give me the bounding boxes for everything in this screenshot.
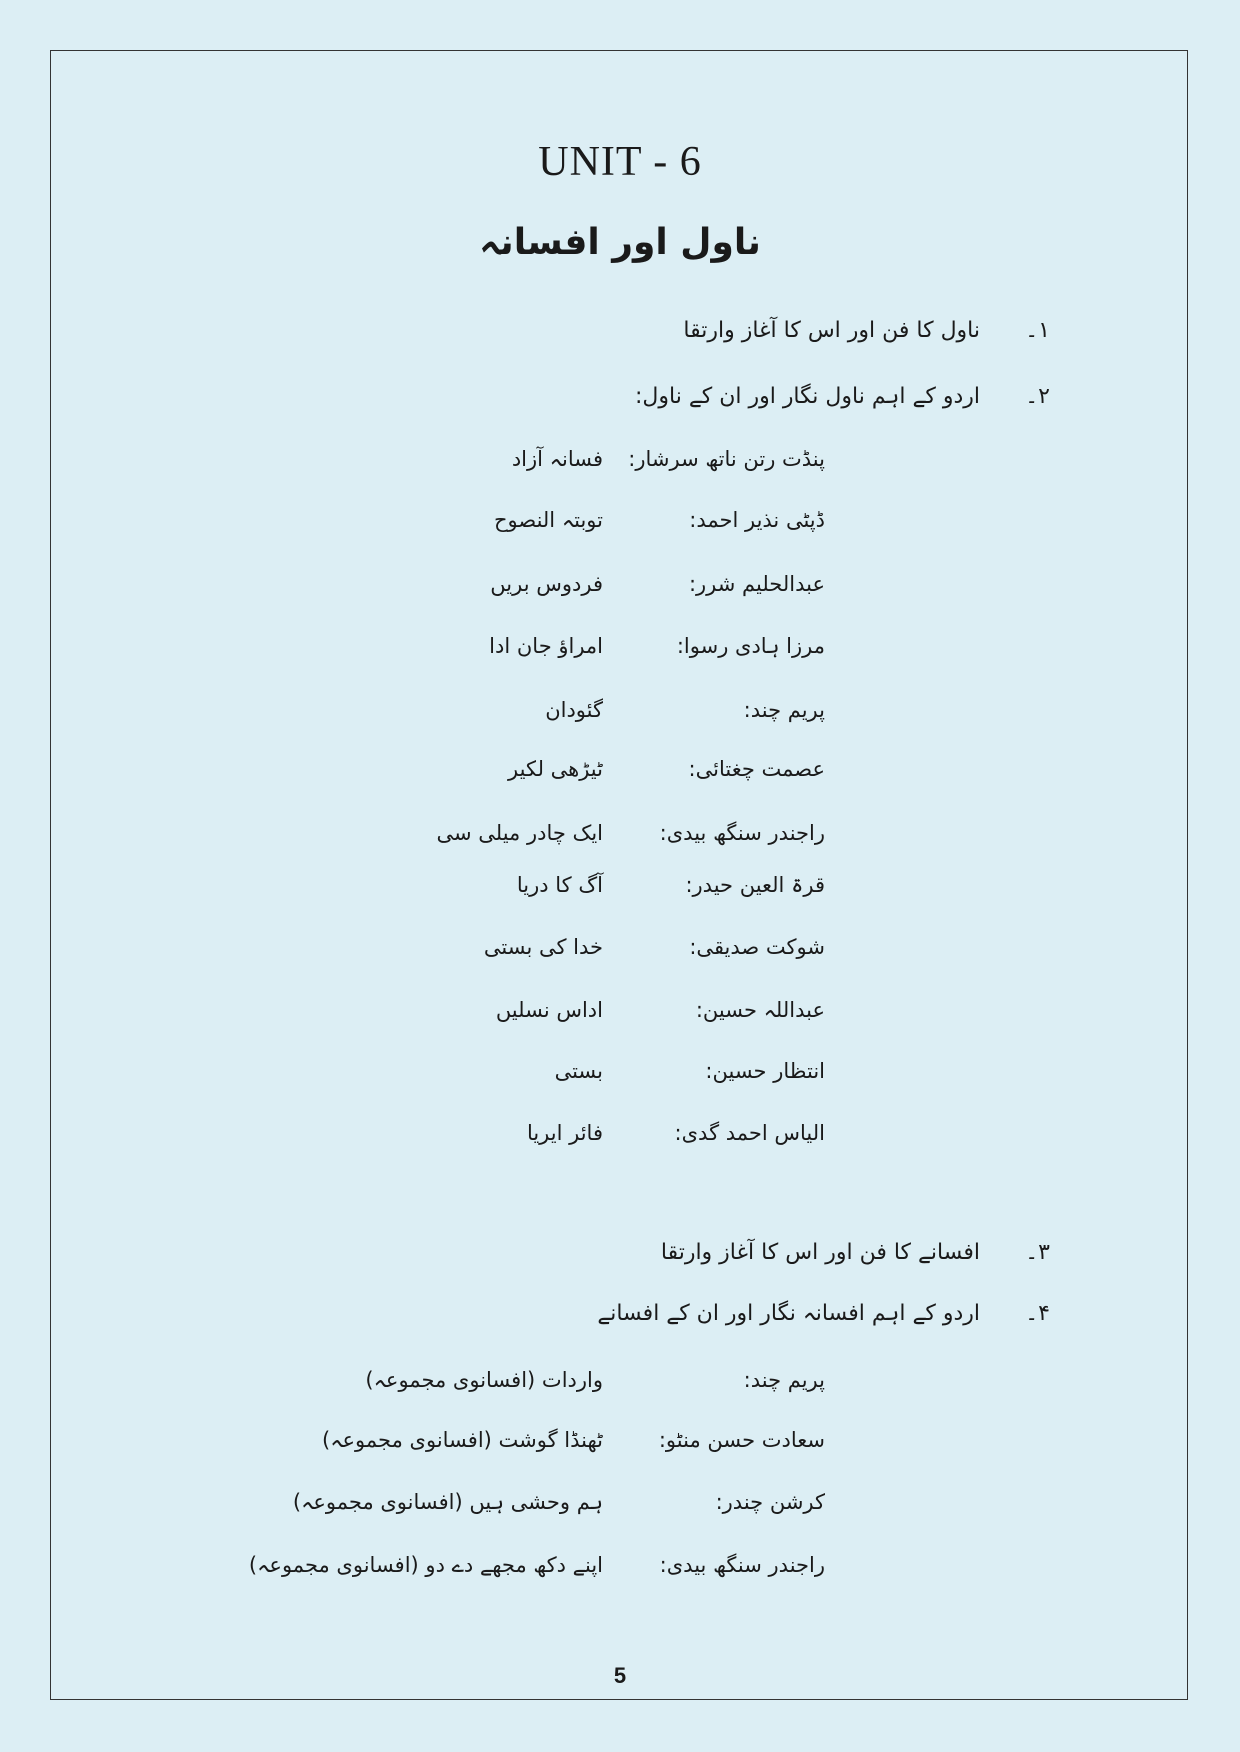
section-title: اردو کے اہم ناول نگار اور ان کے ناول: xyxy=(635,384,980,409)
work-title: توبتہ النصوح xyxy=(493,508,603,532)
author-name: شوکت صدیقی: xyxy=(689,935,825,959)
work-title: آگ کا دریا xyxy=(516,873,603,897)
work-title: اداس نسلیں xyxy=(495,998,603,1022)
list-item xyxy=(225,447,825,477)
list-item xyxy=(225,572,825,602)
work-title: ٹھنڈا گوشت (افسانوی مجموعہ) xyxy=(322,1428,603,1452)
section-title: افسانے کا فن اور اس کا آغاز وارتقا xyxy=(660,1240,980,1265)
section-heading-1 xyxy=(683,318,1050,343)
list-item xyxy=(125,1553,825,1583)
author-name: الیاس احمد گدی: xyxy=(674,1121,825,1145)
list-item xyxy=(225,757,825,787)
section-heading-2 xyxy=(635,384,1050,409)
author-name: راجندر سنگھ بیدی: xyxy=(659,821,825,845)
author-name: مرزا ہادی رسوا: xyxy=(676,634,825,658)
work-title: ٹیڑھی لکیر xyxy=(508,757,603,781)
author-name: قرۃ العین حیدر: xyxy=(685,873,825,897)
list-item xyxy=(225,873,825,903)
work-title: خدا کی بستی xyxy=(483,935,603,959)
section-number: ۲۔ xyxy=(1025,384,1050,409)
list-item xyxy=(225,508,825,538)
section-heading-3 xyxy=(661,1240,1050,1265)
author-name: پریم چند: xyxy=(743,1368,825,1392)
list-item xyxy=(225,821,825,851)
section-title: ناول کا فن اور اس کا آغاز وارتقا xyxy=(683,318,980,343)
work-title: فائر ایریا xyxy=(526,1121,603,1145)
author-name: سعادت حسن منٹو: xyxy=(658,1428,825,1452)
author-name: انتظار حسین: xyxy=(705,1059,825,1083)
page-number: 5 xyxy=(613,1663,627,1688)
section-number: ۴۔ xyxy=(1025,1301,1050,1326)
author-name: عصمت چغتائی: xyxy=(688,757,825,781)
list-item xyxy=(125,1368,825,1398)
author-name: کرشن چندر: xyxy=(715,1490,825,1514)
work-title: امراؤ جان ادا xyxy=(489,634,603,658)
author-name: پریم چند: xyxy=(743,698,825,722)
list-item xyxy=(225,634,825,664)
author-name: عبدالحلیم شرر: xyxy=(688,572,825,596)
work-title: واردات (افسانوی مجموعہ) xyxy=(365,1368,603,1392)
work-title: فردوس بریں xyxy=(490,572,603,596)
author-name: ڈپٹی نذیر احمد: xyxy=(689,508,825,532)
work-title: ایک چادر میلی سی xyxy=(436,821,603,845)
work-title: ہم وحشی ہیں (افسانوی مجموعہ) xyxy=(292,1490,603,1514)
list-item xyxy=(125,1490,825,1520)
chapter-subtitle: ناول اور افسانہ xyxy=(479,222,761,263)
section-number: ۱۔ xyxy=(1025,318,1050,343)
author-name: عبداللہ حسین: xyxy=(695,998,825,1022)
list-item xyxy=(225,998,825,1028)
section-title: اردو کے اہم افسانہ نگار اور ان کے افسانے xyxy=(597,1301,980,1326)
list-item xyxy=(225,935,825,965)
work-title: بستی xyxy=(554,1059,603,1083)
section-number: ۳۔ xyxy=(1025,1240,1050,1265)
work-title: اپنے دکھ مجھے دے دو (افسانوی مجموعہ) xyxy=(248,1553,603,1577)
list-item xyxy=(225,1121,825,1151)
section-heading-4 xyxy=(597,1301,1050,1326)
author-name: راجندر سنگھ بیدی: xyxy=(659,1553,825,1577)
list-item xyxy=(125,1428,825,1458)
list-item xyxy=(225,698,825,728)
work-title: گئودان xyxy=(545,698,603,722)
work-title: فسانہ آزاد xyxy=(511,447,603,471)
list-item xyxy=(225,1059,825,1089)
unit-title: UNIT - 6 xyxy=(538,139,702,185)
author-name: پنڈت رتن ناتھ سرشار: xyxy=(628,447,825,471)
